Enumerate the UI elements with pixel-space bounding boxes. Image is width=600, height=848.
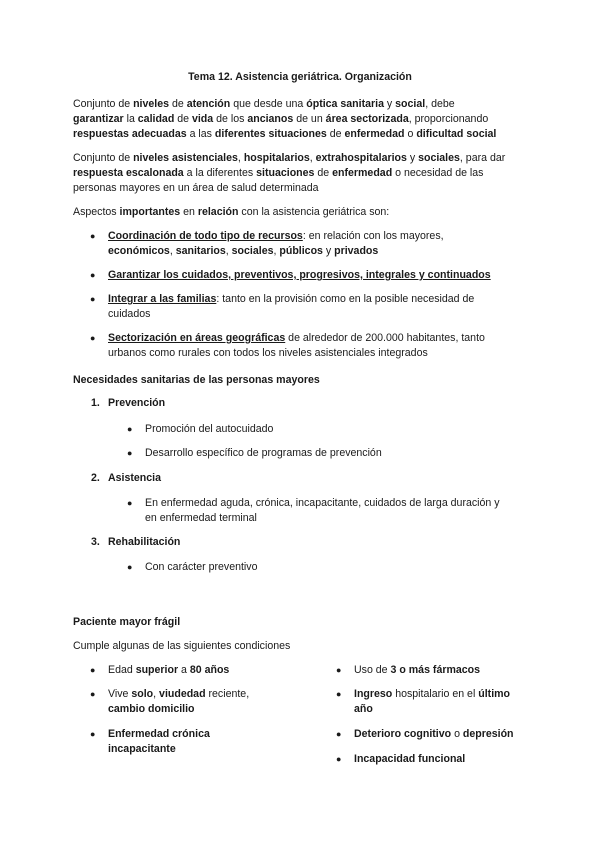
bullet-icon: ● (90, 333, 96, 343)
list-item: ● Coordinación de todo tipo de recursos: en relación con los mayores, económicos, sanitarios, sociales, públicos y privados (90, 230, 444, 257)
list-item: ● En enfermedad aguda, crónica, incapacitante, cuidados de larga duración y en enfermedad terminal (127, 497, 500, 524)
fragile-intro: Cumple algunas de las siguientes condiciones (73, 640, 291, 652)
section-heading-fragile: Paciente mayor frágil (73, 616, 181, 628)
bullet-icon: ● (336, 689, 342, 699)
list-item: ● Promoción del autocuidado (127, 423, 274, 435)
bullet-icon: ● (90, 729, 96, 739)
list-item: ● Vive solo, viudedad reciente, cambio domicilio (90, 688, 250, 715)
bullet-icon: ● (336, 665, 342, 675)
list-item: ● Sectorización en áreas geográficas de alrededor de 200.000 habitantes, tanto urbanos como rurales con todos los niveles asistenciales integrados (90, 332, 485, 359)
bullet-icon: ● (90, 689, 96, 699)
bullet-icon: ● (127, 424, 133, 434)
list-item: ● Enfermedad crónica incapacitante (90, 728, 210, 755)
bullet-icon: ● (336, 754, 342, 764)
list-item: ● Incapacidad funcional (336, 753, 466, 765)
list-item: ● Edad superior a 80 años (90, 664, 230, 676)
section-heading-needs: Necesidades sanitarias de las personas mayores (73, 374, 320, 386)
list-item: ● Deterioro cognitivo o depresión (336, 728, 514, 740)
bullet-icon: ● (90, 294, 96, 304)
page-title: Tema 12. Asistencia geriátrica. Organización (188, 71, 412, 83)
list-item: ● Garantizar los cuidados, preventivos, progresivos, integrales y continuados (90, 269, 491, 281)
list-item: ● Uso de 3 o más fármacos (336, 664, 481, 676)
list-item: ● Desarrollo específico de programas de prevención (127, 447, 382, 459)
numbered-item: 1. Prevención (91, 397, 166, 409)
bullet-icon: ● (127, 562, 133, 572)
list-item: ● Con carácter preventivo (127, 561, 258, 573)
bullet-icon: ● (127, 498, 133, 508)
bullet-icon: ● (90, 665, 96, 675)
list-item: ● Ingreso hospitalario en el último año (336, 688, 511, 715)
numbered-item: 2. Asistencia (91, 472, 161, 484)
list-item: ● Integrar a las familias: tanto en la provisión como en la posible necesidad de cuidados (90, 293, 475, 320)
definition-paragraph-1: Conjunto de niveles de atención que desde una óptica sanitaria y social, debe garantizar la calidad de vida de los ancianos de un área sectorizada, proporcionando respuestas adecuadas a las diferentes situaciones de enfermedad o dificultad social (73, 98, 497, 140)
bullet-icon: ● (127, 448, 133, 458)
bullet-icon: ● (90, 231, 96, 241)
numbered-item: 3. Rehabilitación (91, 536, 181, 548)
bullet-icon: ● (90, 270, 96, 280)
definition-paragraph-2: Conjunto de niveles asistenciales, hospitalarios, extrahospitalarios y sociales, para dar respuesta escalonada a la diferentes situaciones de enfermedad o necesidad de las personas mayores en un área de salud determinada (73, 152, 506, 194)
bullet-icon: ● (336, 729, 342, 739)
aspects-intro: Aspectos importantes en relación con la asistencia geriátrica son: (73, 206, 390, 218)
